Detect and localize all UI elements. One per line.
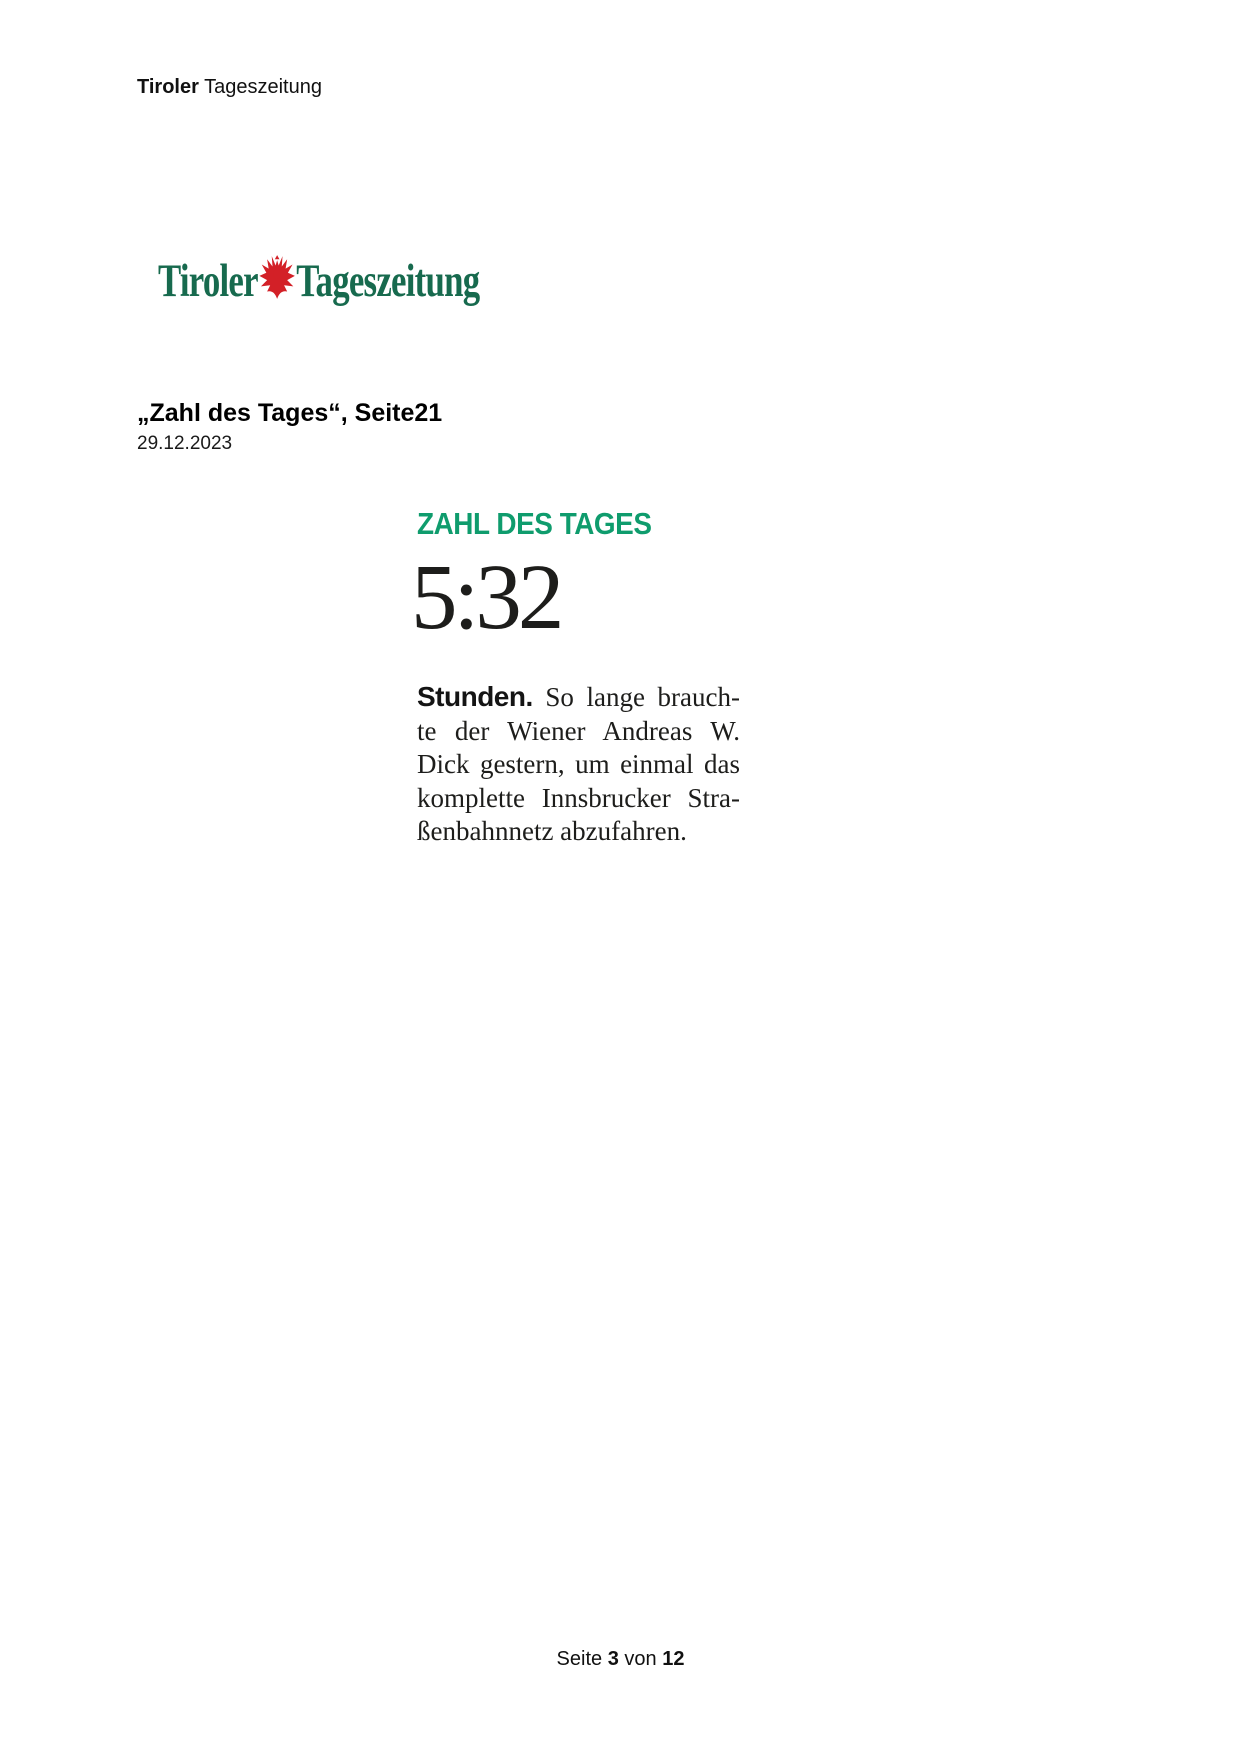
- clipping-body: [417, 680, 740, 849]
- footer-total-pages: 12: [662, 1648, 685, 1670]
- article-title: „Zahl des Tages“, Seite21: [137, 399, 443, 427]
- body-line: ßenbahnnetz abzufahren.: [417, 816, 687, 846]
- body-line: komplette Innsbrucker Stra-: [417, 782, 740, 813]
- logo-word-left: Tiroler: [158, 254, 258, 307]
- running-header: [137, 75, 322, 99]
- clipping-kicker: ZAHL DES TAGES: [417, 506, 652, 541]
- header-brand-regular: Tageszeitung: [204, 76, 322, 98]
- clipping-number: 5:32: [411, 546, 561, 649]
- body-line: [417, 680, 740, 715]
- body-line-text: So lange brauch-: [545, 682, 741, 712]
- page-footer: [0, 1648, 1241, 1671]
- tyrolean-eagle-icon: [259, 251, 296, 305]
- logo-word-right: Tageszeitung: [296, 254, 480, 307]
- body-line: te der Wiener Andreas W.: [417, 715, 740, 746]
- footer-current-page: 3: [607, 1648, 619, 1670]
- newspaper-logo: [158, 254, 479, 308]
- footer-infix: von: [624, 1648, 657, 1670]
- lead-word: Stunden.: [417, 681, 533, 712]
- header-brand-bold: Tiroler: [137, 76, 199, 98]
- article-date: 29.12.2023: [137, 433, 233, 454]
- body-line: Dick gestern, um einmal das: [417, 749, 740, 779]
- footer-prefix: Seite: [556, 1648, 603, 1670]
